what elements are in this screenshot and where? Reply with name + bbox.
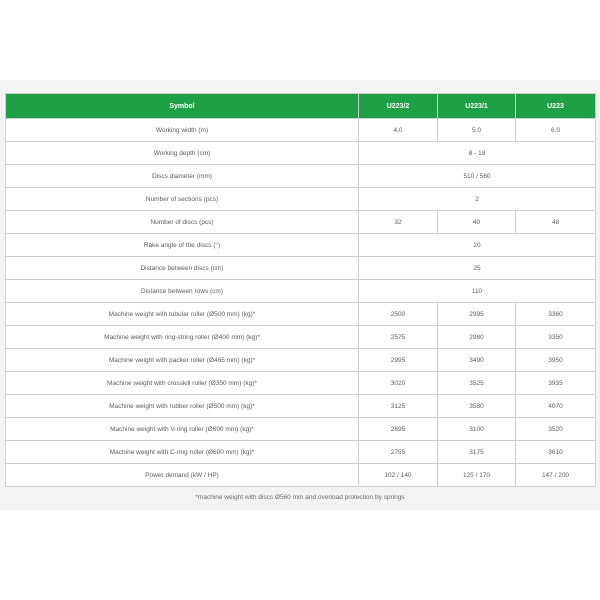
- value-cell: 40: [438, 211, 516, 234]
- value-cell: 102 / 140: [359, 464, 438, 487]
- value-cell: 3935: [516, 372, 596, 395]
- shared-value-cell: 8 - 18: [359, 142, 596, 165]
- row-label: Working width (m): [6, 119, 359, 142]
- table-row: [6, 211, 596, 234]
- row-label: Machine weight with ring-string roller (Ø400 mm) (kg)*: [6, 326, 359, 349]
- value-cell: 4070: [516, 395, 596, 418]
- table-row: [6, 280, 596, 303]
- value-cell: 3350: [516, 326, 596, 349]
- table-row: [6, 303, 596, 326]
- table-row: [6, 441, 596, 464]
- row-label: Number of sections (pcs): [6, 188, 359, 211]
- shared-value-cell: 510 / 560: [359, 165, 596, 188]
- shared-value-cell: 2: [359, 188, 596, 211]
- row-label: Number of discs (pcs): [6, 211, 359, 234]
- header-model-u223-1: U223/1: [438, 94, 516, 119]
- table-row: [6, 395, 596, 418]
- row-label: Distance between discs (cm): [6, 257, 359, 280]
- value-cell: 5.0: [438, 119, 516, 142]
- table-row: [6, 257, 596, 280]
- shared-value-cell: 110: [359, 280, 596, 303]
- table-row: [6, 418, 596, 441]
- row-label: Machine weight with crosskill roller (Ø350 mm) (kg)*: [6, 372, 359, 395]
- spec-table: [5, 93, 596, 487]
- value-cell: 4.0: [359, 119, 438, 142]
- value-cell: 2575: [359, 326, 438, 349]
- table-row: [6, 119, 596, 142]
- value-cell: 48: [516, 211, 596, 234]
- shared-value-cell: 20: [359, 234, 596, 257]
- table-row: [6, 165, 596, 188]
- table-row: [6, 234, 596, 257]
- table-body: [6, 119, 596, 487]
- value-cell: 2695: [359, 418, 438, 441]
- value-cell: 3525: [438, 372, 516, 395]
- footnote: *machine weight with discs Ø560 mm and overload protection by springs: [195, 494, 405, 501]
- value-cell: 2995: [438, 303, 516, 326]
- table-row: [6, 188, 596, 211]
- value-cell: 3490: [438, 349, 516, 372]
- row-label: Machine weight with tubular roller (Ø500 mm) (kg)*: [6, 303, 359, 326]
- row-label: Machine weight with V-ring roller (Ø600 mm) (kg)*: [6, 418, 359, 441]
- table-row: [6, 142, 596, 165]
- row-label: Discs diameter (mm): [6, 165, 359, 188]
- value-cell: 3360: [516, 303, 596, 326]
- row-label: Machine weight with packer roller (Ø465 mm) (kg)*: [6, 349, 359, 372]
- row-label: Power demand (kW / HP): [6, 464, 359, 487]
- value-cell: 3580: [438, 395, 516, 418]
- row-label: Distance between rows (cm): [6, 280, 359, 303]
- value-cell: 2995: [359, 349, 438, 372]
- header-model-u223-2: U223/2: [359, 94, 438, 119]
- table-row: [6, 349, 596, 372]
- value-cell: 2755: [359, 441, 438, 464]
- row-label: Machine weight with rubber roller (Ø500 mm) (kg)*: [6, 395, 359, 418]
- value-cell: 3125: [359, 395, 438, 418]
- table-header-row: [6, 94, 596, 119]
- value-cell: 32: [359, 211, 438, 234]
- value-cell: 6.0: [516, 119, 596, 142]
- value-cell: 2500: [359, 303, 438, 326]
- value-cell: 3950: [516, 349, 596, 372]
- value-cell: 125 / 170: [438, 464, 516, 487]
- value-cell: 3020: [359, 372, 438, 395]
- header-model-u223: U223: [516, 94, 596, 119]
- table-row: [6, 464, 596, 487]
- value-cell: 147 / 200: [516, 464, 596, 487]
- value-cell: 2980: [438, 326, 516, 349]
- row-label: Working depth (cm): [6, 142, 359, 165]
- value-cell: 3610: [516, 441, 596, 464]
- row-label: Machine weight with C-ring roller (Ø600 mm) (kg)*: [6, 441, 359, 464]
- header-symbol: Symbol: [6, 94, 359, 119]
- value-cell: 3520: [516, 418, 596, 441]
- value-cell: 3175: [438, 441, 516, 464]
- shared-value-cell: 25: [359, 257, 596, 280]
- table-row: [6, 326, 596, 349]
- value-cell: 3100: [438, 418, 516, 441]
- table-row: [6, 372, 596, 395]
- row-label: Rake angle of the discs (°): [6, 234, 359, 257]
